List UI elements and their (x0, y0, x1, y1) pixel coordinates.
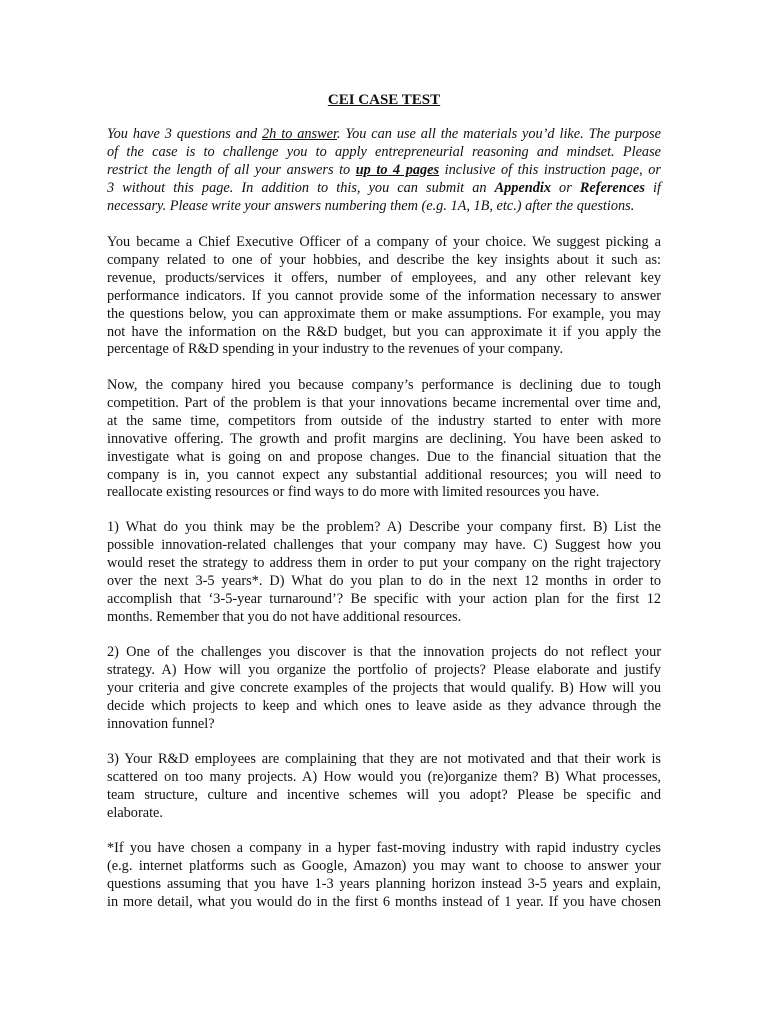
text-line: percentage of R&D spending in your industry to the revenues of your company. (107, 341, 564, 358)
intro-line: 3 without this page. In addition to this, you can submit an Appendix or References if (107, 179, 661, 196)
footnote (107, 840, 661, 912)
appendix-term: Appendix (494, 179, 551, 196)
text-line: team structure, culture and incentive schemes will you adopt? Please be specific and (107, 786, 661, 803)
text-line: in more detail, what you would do in the first 6 months instead of 1 year. If you have chosen (107, 893, 661, 910)
text-line: 1) What do you think may be the problem? A) Describe your company first. B) List the (107, 519, 661, 535)
text-line: reallocate existing resources or find ways to do more with limited resources you have. (107, 484, 600, 501)
text-line: not have the information on the R&D budget, but you can approximate it if you apply the (107, 323, 661, 340)
text-line: 3) Your R&D employees are complaining that they are not motivated and that their work is (107, 751, 661, 767)
text-line: months. Remember that you do not have additional resources. (107, 608, 462, 625)
question-1 (107, 519, 661, 626)
text-line: (e.g. internet platforms such as Google, Amazon) you may want to choose to answer your (107, 857, 661, 874)
paragraph-situation (107, 377, 661, 502)
question-2 (107, 644, 661, 734)
intro-line: restrict the length of all your answers to up to 4 pages inclusive of this instruction page, or (107, 161, 661, 178)
text-line: accomplish that ‘3-5-year turnaround’? Be specific with your action plan for the first 12 (107, 590, 661, 607)
references-term: References (579, 179, 645, 196)
text-line: company related to one of your hobbies, and describe the key insights about it such as: (107, 251, 661, 268)
intro-line: necessary. Please write your answers numbering them (e.g. 1A, 1B, etc.) after the questions. (107, 197, 635, 214)
text-line: You became a Chief Executive Officer of a company of your choice. We suggest picking a (107, 234, 661, 250)
text-line: strategy. A) How will you organize the portfolio of projects? Please elaborate and justify (107, 661, 661, 678)
text-line: company is in, you cannot expect any substantial additional resources; you will need to (107, 466, 661, 483)
text-line: investigate what is going on and propose changes. Due to the financial situation that the (107, 448, 661, 465)
text-line: 2) One of the challenges you discover is that the innovation projects do not reflect your (107, 644, 661, 660)
intro-line: You have 3 questions and 2h to answer. You can use all the materials you’d like. The purpose (107, 126, 662, 142)
text-line: *If you have chosen a company in a hyper fast-moving industry with rapid industry cycles (107, 840, 661, 856)
text-line: decide which projects to keep and which ones to leave aside as they advance through the (107, 697, 661, 714)
text-line: Now, the company hired you because company’s performance is declining due to tough (107, 377, 661, 393)
text-line: scattered on too many projects. A) How would you (re)organize them? B) What processes, (107, 768, 661, 785)
intro-line: of the case is to challenge you to apply entrepreneurial reasoning and mindset. Please (107, 143, 661, 160)
paragraph-company-choice (107, 234, 661, 359)
text-line: would reset the strategy to address them in order to put your company on the right trajectory (107, 554, 661, 571)
text-line: performance indicators. If you cannot provide some of the information necessary to answer (107, 287, 661, 304)
question-3 (107, 751, 661, 823)
text-line: revenue, products/services it offers, number of employees, and any other relevant key (107, 269, 661, 286)
time-limit: 2h to answer (262, 126, 337, 142)
text-line: questions assuming that you have 1-3 years planning horizon instead 3-5 years and explain, (107, 875, 661, 892)
page-limit: up to 4 pages (355, 161, 440, 178)
text-line: competition. Part of the problem is that your innovations became incremental over time and, (107, 394, 661, 411)
text-line: at the same time, competitors from outside of the industry started to enter with more (107, 412, 661, 429)
text-line: the questions below, you can approximate them or make assumptions. For example, you may (107, 305, 661, 322)
text-line: your criteria and give concrete examples of the projects that would qualify. B) How will you (107, 679, 661, 696)
intro-instructions (107, 126, 661, 216)
text-line: innovation funnel? (107, 715, 215, 732)
document-title: CEI CASE TEST (327, 92, 441, 108)
text-line: over the next 3-5 years*. D) What do you plan to do in the next 12 months in order to (107, 572, 661, 589)
text-line: elaborate. (107, 804, 163, 821)
text-line: possible innovation-related challenges that your company may have. C) Suggest how you (107, 536, 661, 553)
text-line: innovative offering. The growth and profit margins are declining. You have been asked to (107, 430, 661, 447)
